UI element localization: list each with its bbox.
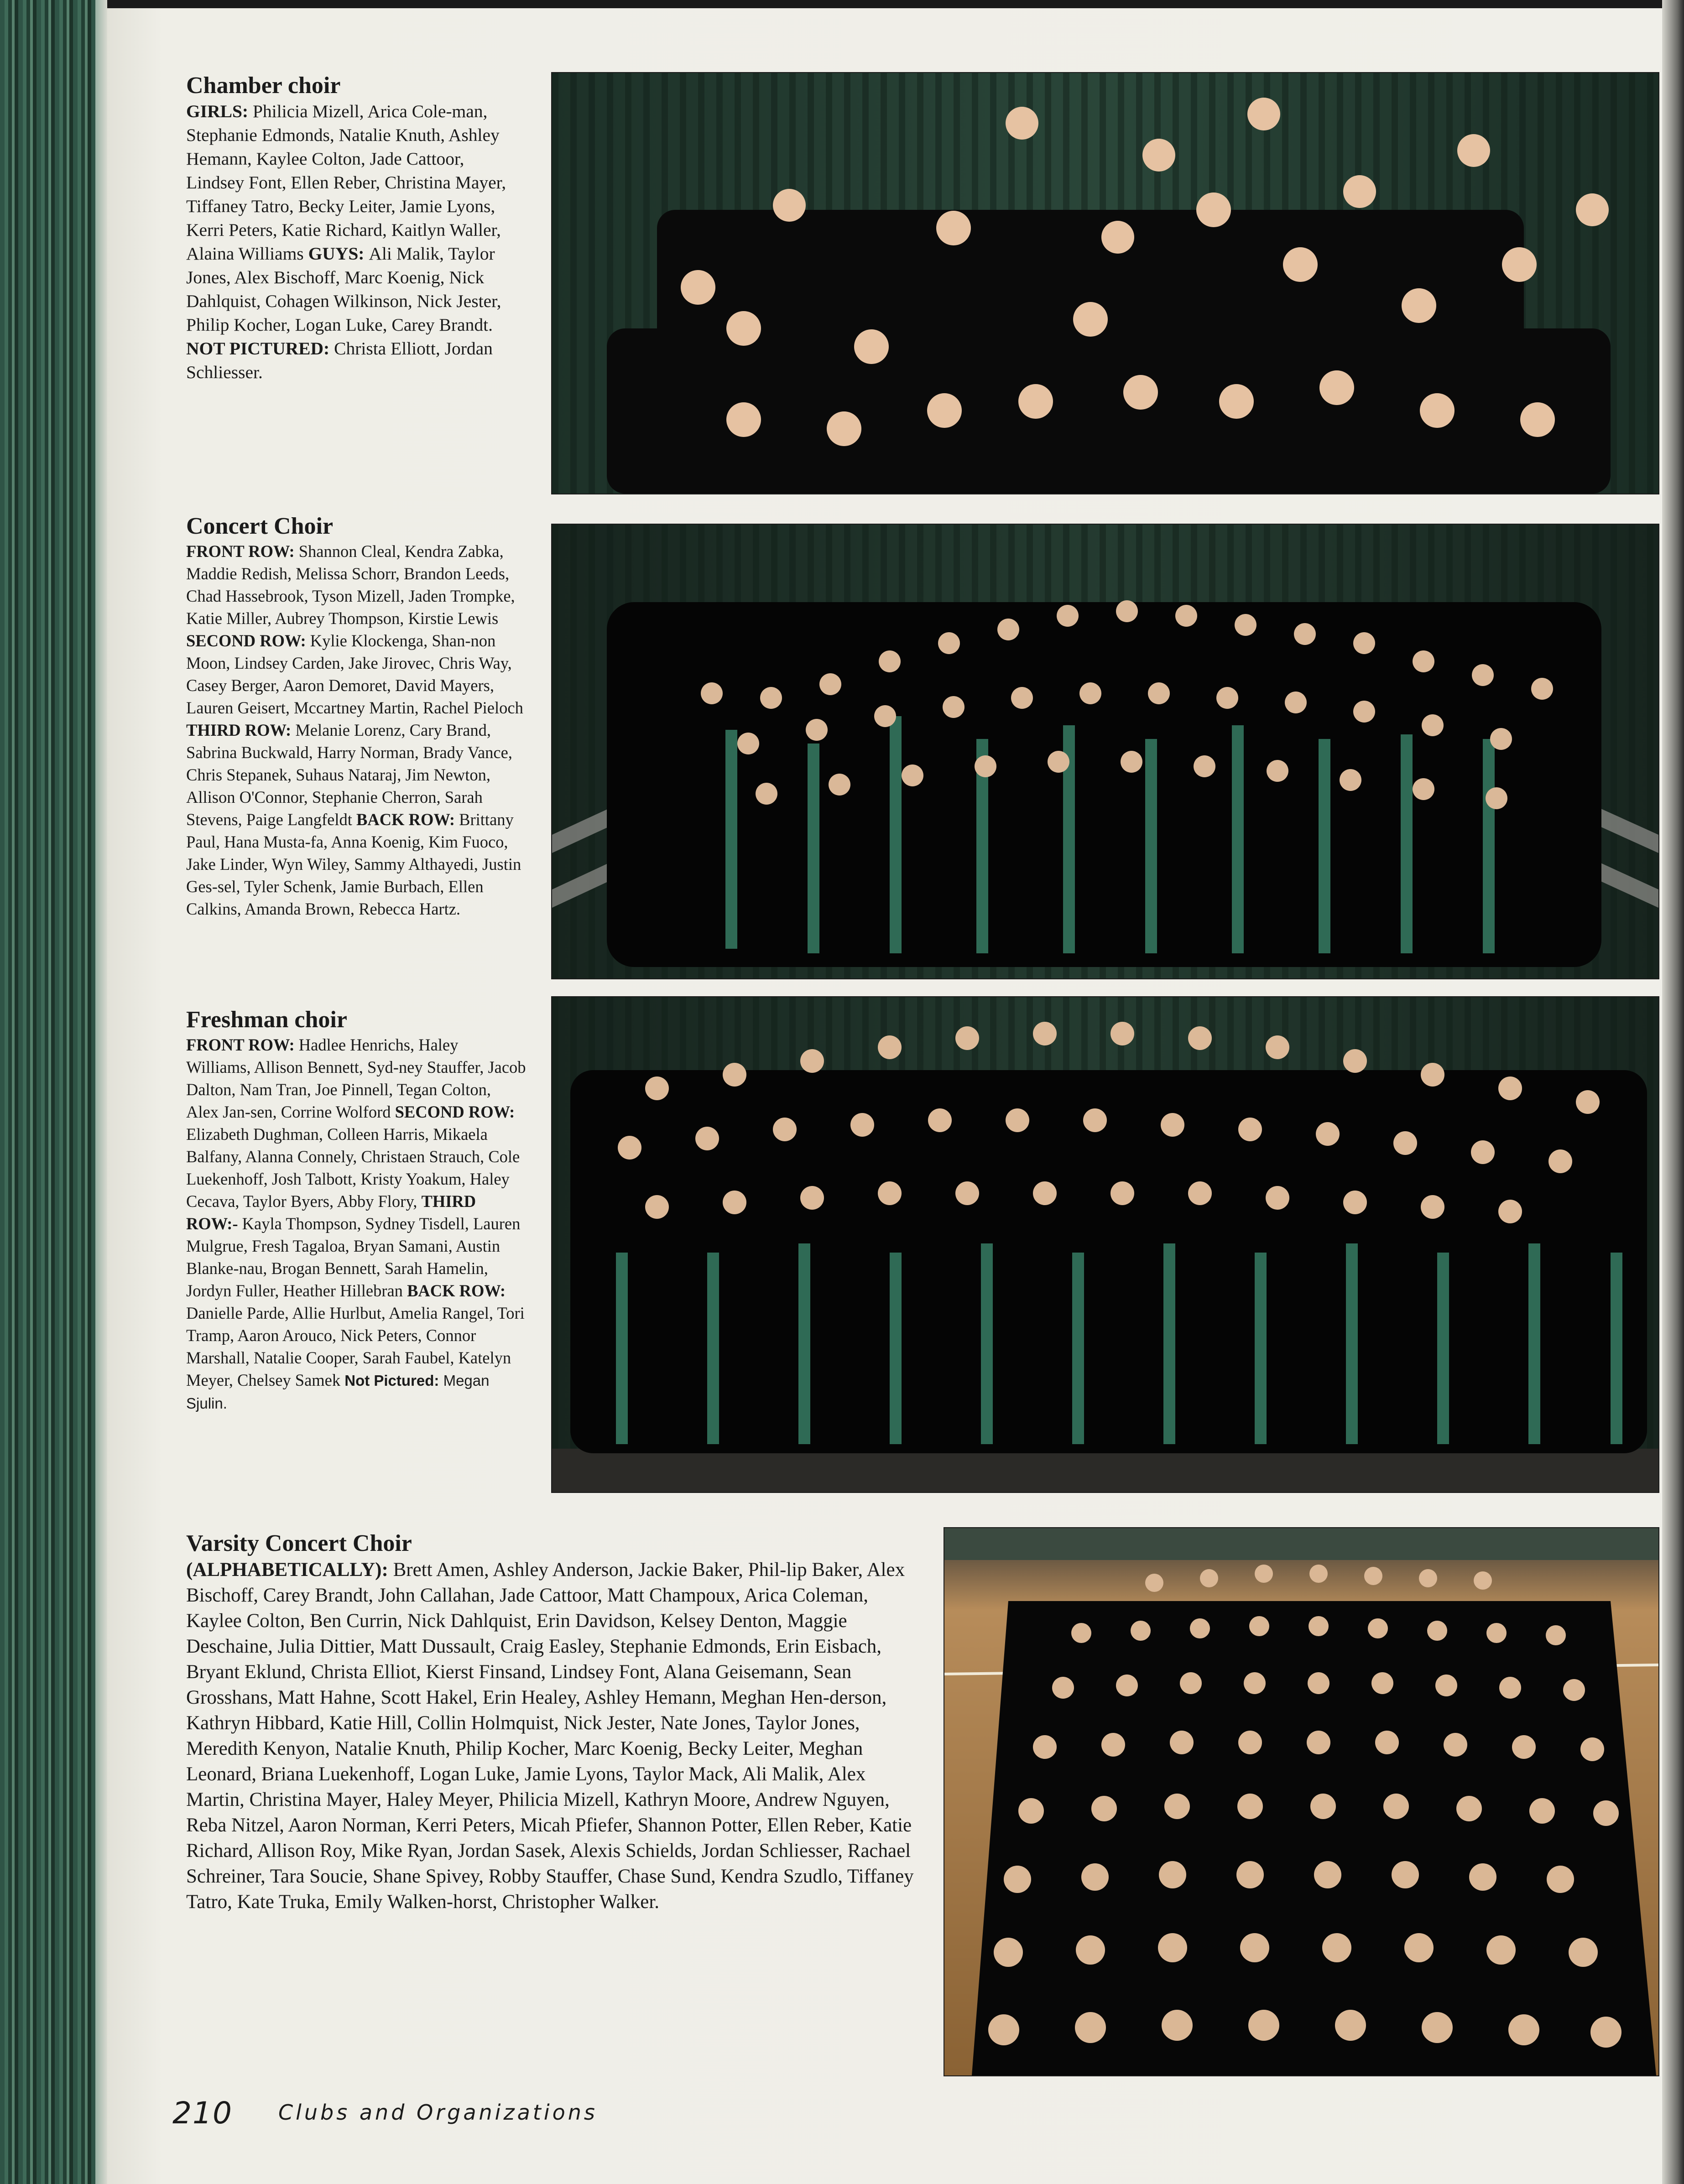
varsity-alphabetically-label: (ALPHABETICALLY): — [186, 1559, 393, 1581]
page-number: 210 — [172, 2096, 233, 2131]
freshman-choir-photo — [552, 997, 1658, 1492]
freshman-third-row-names: Kayla Thompson, Sydney Tisdell, Lauren Mulgrue, Fresh Tagaloa, Bryan Samani, Austin Blanke-nau, Brogan Bennett, Sarah Hamelin, Jordyn Fuller, Heather Hillebran — [186, 1214, 521, 1300]
concert-back-row-label: BACK ROW: — [356, 810, 459, 829]
guys-names: Ali Malik, Taylor Jones, Alex Bischoff, Marc Koenig, Nick Dahlquist, Cohagen Wilkinson, Nick Jester, Philip Kocher, Logan Luke, Carey Brandt. — [186, 244, 501, 335]
varsity-choir-heading: Varsity Concert Choir — [186, 1530, 412, 1556]
freshman-second-row-names: Elizabeth Dughman, Colleen Harris, Mikaela Balfany, Alanna Connely, Christaen Strauch, Cole Luekenhoff, Josh Talbott, Kristy Yoakum, Haley Cecava, Taylor Byers, Abby Flory, — [186, 1125, 520, 1211]
girls-label: GIRLS: — [186, 101, 253, 121]
freshman-back-row-label: BACK ROW: — [407, 1281, 506, 1300]
guys-label: GUYS: — [308, 244, 369, 264]
top-border — [107, 0, 1684, 8]
concert-third-row-names: Melanie Lorenz, Cary Brand, Sabrina Buckwald, Harry Norman, Brady Vance, Chris Stepanek, Suhaus Nataraj, Jim Newton, Allison O'Connor, Stephanie Cherron, Sarah Stevens, Paige Langfeldt — [186, 721, 512, 829]
freshman-third-row-label: THIRD ROW:- — [186, 1192, 476, 1233]
book-page-edges — [0, 0, 107, 2184]
concert-photo-image — [552, 525, 1658, 978]
page-gutter-shadow — [1662, 0, 1684, 2184]
not-pictured-names: Christa Elliott, Jordan Schliesser. — [186, 338, 493, 382]
freshman-back-row-names: Danielle Parde, Allie Hurlbut, Amelia Rangel, Tori Tramp, Aaron Arouco, Nick Peters, Connor Marshall, Natalie Cooper, Sarah Faubel, Katelyn Meyer, Chelsey Samek — [186, 1304, 525, 1389]
concert-third-row-label: THIRD ROW: — [186, 721, 296, 739]
freshman-photo-image — [552, 997, 1658, 1492]
freshman-not-pictured-names: Megan Sjulin. — [186, 1372, 490, 1412]
concert-back-row-names: Brittany Paul, Hana Musta-fa, Anna Koenig, Kim Fuoco, Jake Linder, Wyn Wiley, Sammy Althayedi, Justin Ges-sel, Tyler Schenk, Jamie Burbach, Ellen Calkins, Amanda Brown, Rebecca Hartz. — [186, 810, 521, 918]
freshman-front-row-label: FRONT ROW: — [186, 1035, 299, 1054]
concert-choir-photo — [552, 525, 1658, 978]
freshman-choir-heading: Freshman choir — [186, 1007, 347, 1033]
chamber-photo-image — [552, 73, 1658, 494]
girls-names: Philicia Mizell, Arica Cole-man, Stephanie Edmonds, Natalie Knuth, Ashley Hemann, Kaylee Colton, Jade Cattoor, Lindsey Font, Ellen Reber, Christina Mayer, Tiffaney Tatro, Becky Leiter, Jamie Lyons, Kerri Peters, Katie Richard, Kaitlyn Waller, Alaina Williams — [186, 101, 506, 264]
freshman-not-pictured-label: Not Pictured: — [344, 1372, 443, 1389]
varsity-choir-caption — [186, 1530, 925, 1915]
freshman-front-row-names: Hadlee Henrichs, Haley Williams, Allison Bennett, Syd-ney Stauffer, Jacob Dalton, Nam Tran, Joe Pinnell, Tegan Colton, Alex Jan-sen, Corrine Wolford — [186, 1035, 526, 1121]
chamber-choir-photo — [552, 73, 1658, 494]
concert-second-row-names: Kylie Klockenga, Shan-non Moon, Lindsey Carden, Jake Jirovec, Chris Way, Casey Berger, Aaron Demoret, David Mayers, Lauren Geisert, Mccartney Martin, Rachel Pieloch — [186, 631, 523, 717]
freshman-second-row-label: SECOND ROW: — [395, 1102, 515, 1121]
chamber-choir-heading: Chamber choir — [186, 73, 341, 99]
concert-choir-heading: Concert Choir — [186, 513, 334, 539]
varsity-names: Brett Amen, Ashley Anderson, Jackie Baker, Phil-lip Baker, Alex Bischoff, Carey Brandt, John Callahan, Jade Cattoor, Matt Champoux, Arica Coleman, Kaylee Colton, Ben Currin, Nick Dahlquist, Erin Davidson, Kelsey Denton, Maggie Deschaine, Julia Dittier, Matt Dussault, Craig Easley, Stephanie Edmonds, Erin Eisbach, Bryant Eklund, Christa Elliot, Kierst Finsand, Lindsey Font, Alana Geisemann, Sean Grosshans, Matt Hahne, Scott Hakel, Erin Healey, Ashley Hemann, Meghan Hen-derson, Kathryn Hibbard, Katie Hill, Collin Holmquist, Nick Jester, Nate Jones, Taylor Jones, Meredith Kenyon, Natalie Knuth, Philip Kocher, Marc Koenig, Becky Leiter, Meghan Leonard, Briana Luekenhoff, Logan Luke, Jamie Lyons, Taylor Mack, Ali Malik, Alex Martin, Christina Mayer, Haley Meyer, Philicia Mizell, Kathryn Moore, Andrew Nguyen, Reba Nitzel, Aaron Norman, Kerri Peters, Micah Pfiefer, Shannon Potter, Ellen Reber, Katie Richard, Allison Roy, Mike Ryan, Jordan Sasek, Alexis Schields, Jordan Schliesser, Rachael Schreiner, Tara Soucie, Shane Spivey, Robby Stauffer, Chase Sund, Kendra Szudlo, Tiffaney Tatro, Kate Truka, Emily Walken-horst, Christopher Walker. — [186, 1559, 914, 1913]
not-pictured-label: NOT PICTURED: — [186, 338, 334, 359]
chamber-choir-caption — [186, 72, 526, 384]
varsity-photo-image — [944, 1528, 1658, 2075]
concert-second-row-label: SECOND ROW: — [186, 631, 310, 650]
concert-front-row-names: Shannon Cleal, Kendra Zabka, Maddie Redish, Melissa Schorr, Brandon Leeds, Chad Hassebrook, Tyson Mizell, Jaden Trompke, Katie Miller, Aubrey Thompson, Kirstie Lewis — [186, 542, 515, 628]
freshman-choir-caption — [186, 1006, 526, 1414]
concert-front-row-label: FRONT ROW: — [186, 542, 299, 561]
concert-choir-caption — [186, 513, 526, 920]
varsity-concert-choir-photo — [944, 1528, 1658, 2075]
section-title: Clubs and Organizations — [278, 2100, 598, 2125]
